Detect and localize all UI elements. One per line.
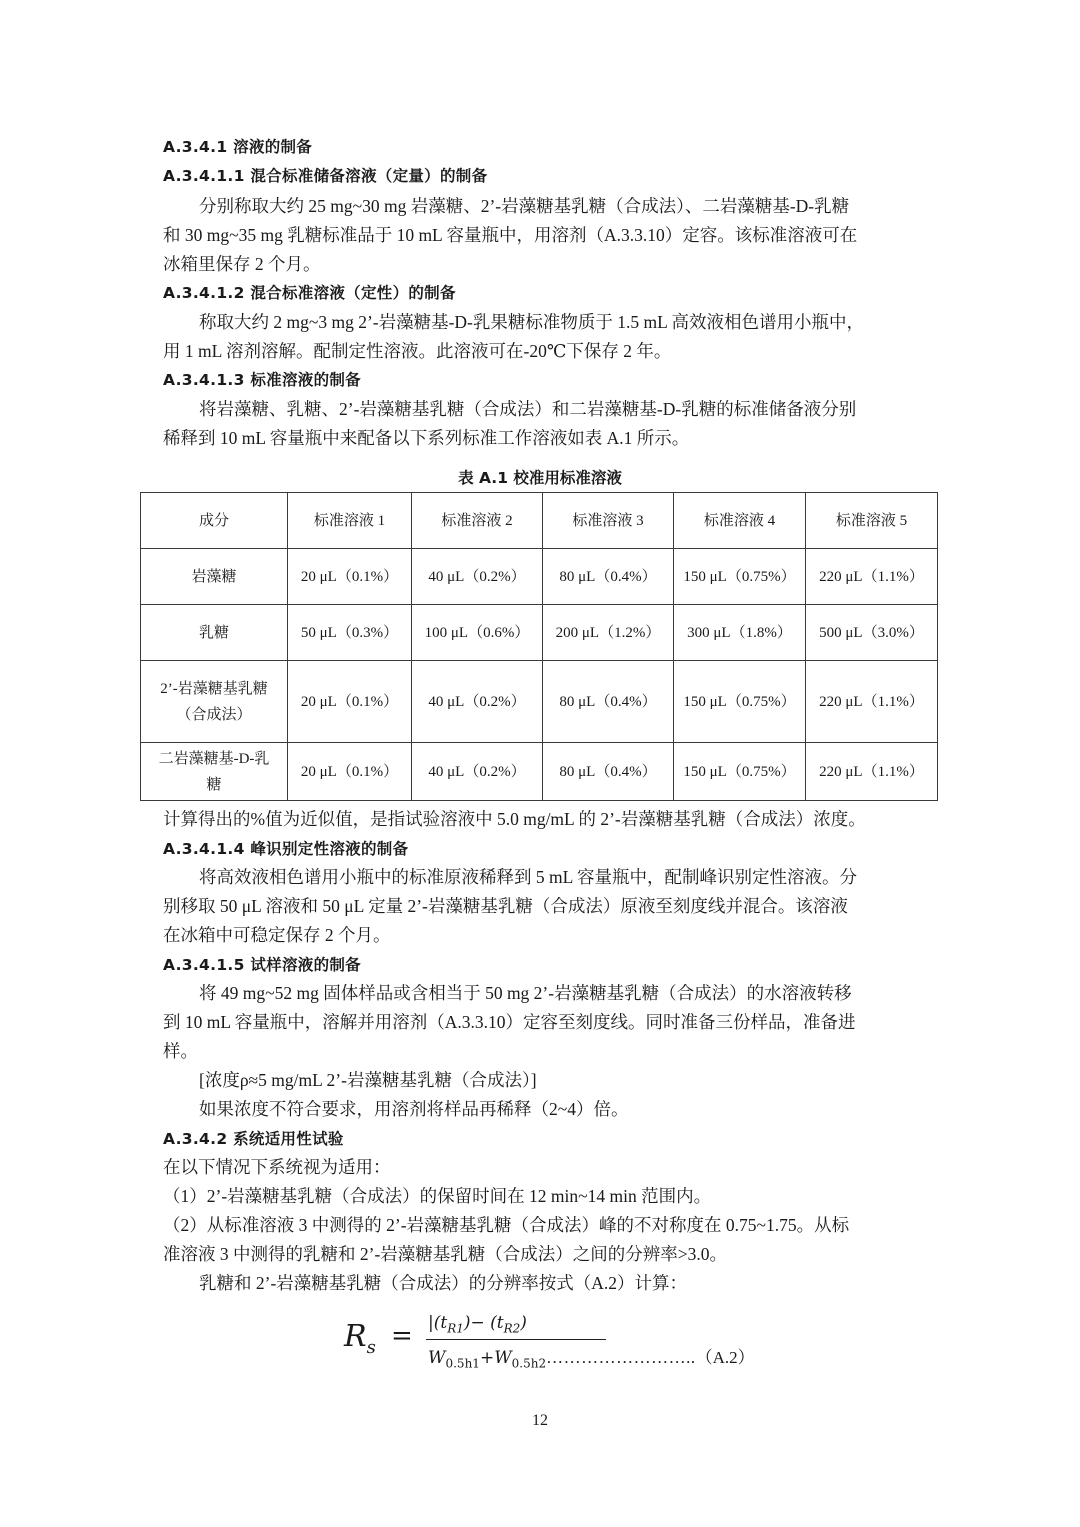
paragraph-line: 准溶液 3 中测得的乳糖和 2’-岩藻糖基乳糖（合成法）之间的分辨率>3.0。 (163, 1244, 728, 1264)
table-cell: 100 μL（0.6%） (412, 605, 543, 661)
table-cell: 220 μL（1.1%） (806, 743, 938, 801)
table-cell: 20 μL（0.1%） (288, 661, 412, 743)
paragraph-line: 将 49 mg~52 mg 固体样品或含相当于 50 mg 2’-岩藻糖基乳糖（合成法）的水溶液转移 (199, 983, 852, 1003)
table-cell: 300 μL（1.8%） (674, 605, 806, 661)
paragraph-line: 将岩藻糖、乳糖、2’-岩藻糖基乳糖（合成法）和二岩藻糖基-D-乳糖的标准储备液分别 (199, 399, 857, 419)
paragraph-line: 将高效液相色谱用小瓶中的标准原液稀释到 5 mL 容量瓶中，配制峰识别定性溶液。分 (199, 867, 858, 887)
row-label-text: （合成法） (176, 706, 252, 723)
column-header: 标准溶液 5 (806, 493, 938, 549)
formula-subscript: 0.5h2 (511, 1356, 547, 1371)
column-header: 标准溶液 2 (412, 493, 543, 549)
table-cell: 20 μL（0.1%） (288, 743, 412, 801)
column-header: 成分 (141, 493, 288, 549)
table-cell: 20 μL（0.1%） (288, 549, 412, 605)
formula-symbol: R (344, 1319, 367, 1354)
column-header: 标准溶液 4 (674, 493, 806, 549)
table-cell: 220 μL（1.1%） (806, 661, 938, 743)
section-heading-a3-4-1: A.3.4.1 溶液的制备 (163, 138, 313, 156)
paragraph-line: 到 10 mL 容量瓶中，溶解并用溶剂（A.3.3.10）定容至刻度线。同时准备三份样品，准备进 (163, 1012, 856, 1032)
table-cell: 40 μL（0.2%） (412, 549, 543, 605)
row-label (141, 605, 288, 661)
page-number: 12 (532, 1412, 548, 1429)
paragraph-line: 用 1 mL 溶剂溶解。配制定性溶液。此溶液可在-20℃下保存 2 年。 (163, 341, 672, 361)
column-header: 标准溶液 3 (543, 493, 674, 549)
formula-text: ) (520, 1313, 527, 1333)
formula-equals: = (391, 1321, 413, 1351)
section-heading-a3-4-1-5: A.3.4.1.5 试样溶液的制备 (163, 956, 361, 974)
formula-text: |(t (428, 1313, 448, 1333)
paragraph-line: 冰箱里保存 2 个月。 (163, 254, 321, 274)
table-cell: 80 μL（0.4%） (543, 743, 674, 801)
formula-denominator (428, 1343, 755, 1370)
paragraph-line: 在以下情况下系统视为适用： (163, 1157, 391, 1177)
table-cell: 150 μL（0.75%） (674, 549, 806, 605)
formula-text: W (428, 1348, 446, 1368)
table-note: 计算得出的%值为近似值，是指试验溶液中 5.0 mg/mL 的 2’-岩藻糖基乳糖（合成法）浓度。 (163, 809, 866, 829)
table-cell: 50 μL（0.3%） (288, 605, 412, 661)
table-row (141, 605, 938, 661)
row-label-text: 二岩藻糖基-D-乳 (158, 750, 270, 767)
formula-subscript: R1 (447, 1321, 464, 1336)
formula-text: + (479, 1348, 495, 1368)
section-heading-a3-4-1-1: A.3.4.1.1 混合标准储备溶液（定量）的制备 (163, 167, 488, 185)
formula-numerator (428, 1313, 527, 1335)
formula-label: （A.2） (695, 1348, 755, 1367)
table-row (141, 661, 938, 743)
formula-leader: …………………….. (546, 1348, 696, 1367)
table-cell: 40 μL（0.2%） (412, 743, 543, 801)
table-header-row (141, 493, 938, 549)
section-heading-a3-4-1-4: A.3.4.1.4 峰识别定性溶液的制备 (163, 840, 409, 858)
calibration-table (140, 492, 938, 801)
table-cell: 150 μL（0.75%） (674, 743, 806, 801)
table-row (141, 549, 938, 605)
table-cell: 40 μL（0.2%） (412, 661, 543, 743)
table-cell: 150 μL（0.75%） (674, 661, 806, 743)
section-heading-a3-4-2: A.3.4.2 系统适用性试验 (163, 1130, 344, 1148)
paragraph-line: 分别称取大约 25 mg~30 mg 岩藻糖、2’-岩藻糖基乳糖（合成法）、二岩藻糖基-D-乳糖 (199, 196, 850, 216)
paragraph-line: 如果浓度不符合要求，用溶剂将样品再稀释（2~4）倍。 (199, 1099, 629, 1119)
paragraph-line: 在冰箱中可稳定保存 2 个月。 (163, 925, 391, 945)
table-cell: 200 μL（1.2%） (543, 605, 674, 661)
row-label-text: 糖 (206, 776, 222, 793)
table-cell: 80 μL（0.4%） (543, 549, 674, 605)
formula-text: )− (t (463, 1313, 504, 1333)
paragraph-line: 稀释到 10 mL 容量瓶中来配备以下系列标准工作溶液如表 A.1 所示。 (163, 428, 690, 448)
formula-subscript: 0.5h1 (445, 1356, 480, 1371)
paragraph-line: （1）2’-岩藻糖基乳糖（合成法）的保留时间在 12 min~14 min 范围内。 (163, 1186, 712, 1206)
row-label-text: 2’-岩藻糖基乳糖 (160, 680, 268, 697)
table-row (141, 743, 938, 801)
paragraph-line: 称取大约 2 mg~3 mg 2’-岩藻糖基-D-乳果糖标准物质于 1.5 mL 高效液相色谱用小瓶中， (199, 312, 865, 332)
formula-subscript: R2 (503, 1321, 521, 1336)
fraction-bar (426, 1339, 606, 1340)
paragraph-line: 样。 (163, 1041, 198, 1061)
paragraph-line: [浓度ρ≈5 mg/mL 2’-岩藻糖基乳糖（合成法）] (199, 1070, 537, 1090)
section-heading-a3-4-1-2: A.3.4.1.2 混合标准溶液（定性）的制备 (163, 284, 456, 302)
formula-subscript: s (366, 1337, 376, 1358)
column-header: 标准溶液 1 (288, 493, 412, 549)
paragraph-line: 和 30 mg~35 mg 乳糖标准品于 10 mL 容量瓶中，用溶剂（A.3.3.10）定容。该标准溶液可在 (163, 225, 858, 245)
row-label (141, 743, 288, 801)
row-label-text: 乳糖 (198, 624, 229, 641)
table-cell: 80 μL（0.4%） (543, 661, 674, 743)
row-label-text: 岩藻糖 (191, 568, 237, 585)
resolution-formula (344, 1313, 755, 1373)
row-label (141, 549, 288, 605)
row-label (141, 661, 288, 743)
formula-text: W (494, 1348, 512, 1368)
table-cell: 220 μL（1.1%） (806, 549, 938, 605)
section-heading-a3-4-1-3: A.3.4.1.3 标准溶液的制备 (163, 371, 361, 389)
paragraph-line: 别移取 50 μL 溶液和 50 μL 定量 2’-岩藻糖基乳糖（合成法）原液至刻度线并混合。该溶液 (163, 896, 848, 916)
paragraph-line: （2）从标准溶液 3 中测得的 2’-岩藻糖基乳糖（合成法）峰的不对称度在 0.75~1.75。从标 (163, 1215, 850, 1235)
formula-lhs (344, 1319, 376, 1358)
table-cell: 500 μL（3.0%） (806, 605, 938, 661)
paragraph-line: 乳糖和 2’-岩藻糖基乳糖（合成法）的分辨率按式（A.2）计算： (199, 1273, 688, 1293)
table-caption: 表 A.1 校准用标准溶液 (458, 469, 622, 487)
